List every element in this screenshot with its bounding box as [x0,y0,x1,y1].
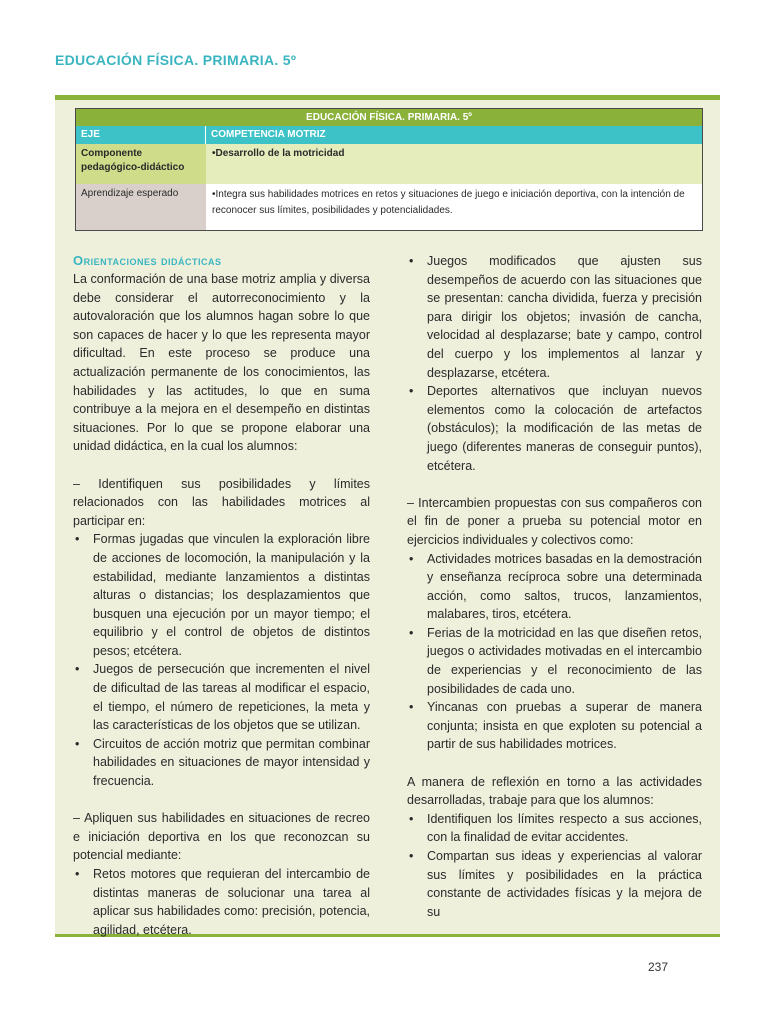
content-panel [55,95,720,937]
intro-paragraph: La conformación de una base motriz amplia y diversa debe considerar el autorreconocimiento y la autovaloración que los alumnos hagan sobre lo que son capaces de hacer y lo que les representa mayor dificultad. En este proceso se produce una actualización permanente de los conocimientos, las habilidades y las actitudes, lo que en suma contribuye a la mejora en el desempeño en distintas situaciones. Por lo que se propone elaborar una unidad didáctica, en la cual los alumnos: [73,272,370,454]
right-column [407,252,702,921]
list-item: • Identifiquen los límites respecto a sus acciones, con la finalidad de evitar accidentes. [407,810,702,847]
section-title: Orientaciones didácticas [73,253,222,268]
list-item: • Retos motores que requieran del intercambio de distintas maneras de solucionar una tarea al aplicar sus habilidades como: precisión, potencia, agilidad, etcétera. [73,865,370,939]
componente-label: Componente pedagógico-didáctico [76,144,206,184]
curriculum-table [75,108,703,231]
page-number: 237 [648,960,669,974]
list-item: • Circuitos de acción motriz que permitan combinar habilidades en situaciones de mayor intensidad y frecuencia. [73,735,370,791]
aprendizaje-label: Aprendizaje esperado [76,184,206,230]
eje-value: COMPETENCIA MOTRIZ [211,129,326,140]
intercambien-lead: – Intercambien propuestas con sus compañeros con el fin de poner a prueba su potencial motor en ejercicios individuales y colectivos como: [407,495,702,547]
list-item: • Yincanas con pruebas a superar de manera conjunta; insista en que exploten su potencial a partir de sus habilidades motrices. [407,698,702,754]
list-item: • Juegos de persecución que incrementen el nivel de dificultad de las tareas al modificar el espacio, el tiempo, el número de repeticiones, la meta y las características de los objetos que se utilizan. [73,660,370,734]
list-item: • Actividades motrices basadas en la demostración y enseñanza recíproca sobre una determinada acción, como saltos, trucos, lanzamientos, malabares, tiros, etcétera. [407,550,702,624]
left-column [73,252,370,939]
eje-label: EJE [76,126,206,144]
reflexion-lead: A manera de reflexión en torno a las actividades desarrolladas, trabaje para que los alumnos: [407,774,702,808]
list-item: • Ferias de la motricidad en las que diseñen retos, juegos o actividades motivadas en el intercambio de experiencias y el reconocimiento de las posibilidades de cada uno. [407,624,702,698]
running-title: EDUCACIÓN FÍSICA. PRIMARIA. 5º [55,52,297,68]
list-item: • Juegos modificados que ajusten sus desempeños de acuerdo con las situaciones que se presentan: cancha dividida, fuerza y precisión para dirigir los objetos; invasión de cancha, velocidad al desplazarse; bate y campo, control del cuerpo y los implementos al lanzar y desplazarse, etcétera. [407,252,702,382]
identifiquen-list [73,530,370,790]
table-title: EDUCACIÓN FÍSICA. PRIMARIA. 5º [76,109,702,126]
row-eje [76,126,702,144]
list-item: • Formas jugadas que vinculen la exploración libre de acciones de locomoción, la manipulación y la estabilidad, mediante lanzamientos a distintas alturas o distancias; los desplazamientos que busquen una ejecución por un mayor tiempo; el equilibrio y el control de objetos de distintos pesos; etcétera. [73,530,370,660]
reflexion-list [407,810,702,922]
row-aprendizaje [76,184,702,230]
apliquen-list [73,865,370,939]
list-item: • Deportes alternativos que incluyan nuevos elementos como la colocación de artefactos (obstáculos); la modificación de las metas de juego (diferentes maneras de conseguir puntos), etcétera. [407,382,702,475]
aprendizaje-value: •Integra sus habilidades motrices en retos y situaciones de juego e iniciación deportiva, con la intención de reconocer sus límites, posibilidades y potencialidades. [206,184,702,230]
juegos-list [407,252,702,475]
intercambien-list [407,550,702,755]
identifiquen-lead: – Identifiquen sus posibilidades y límites relacionados con las habilidades motrices al participar en: [73,476,370,528]
apliquen-lead: – Apliquen sus habilidades en situaciones de recreo e iniciación deportiva en los que reconozcan su potencial mediante: [73,811,370,863]
componente-value: •Desarrollo de la motricidad [206,144,702,184]
list-item: • Compartan sus ideas y experiencias al valorar sus límites y posibilidades en la práctica constante de actividades físicas y la mejora de su [407,847,702,921]
row-componente [76,144,702,184]
